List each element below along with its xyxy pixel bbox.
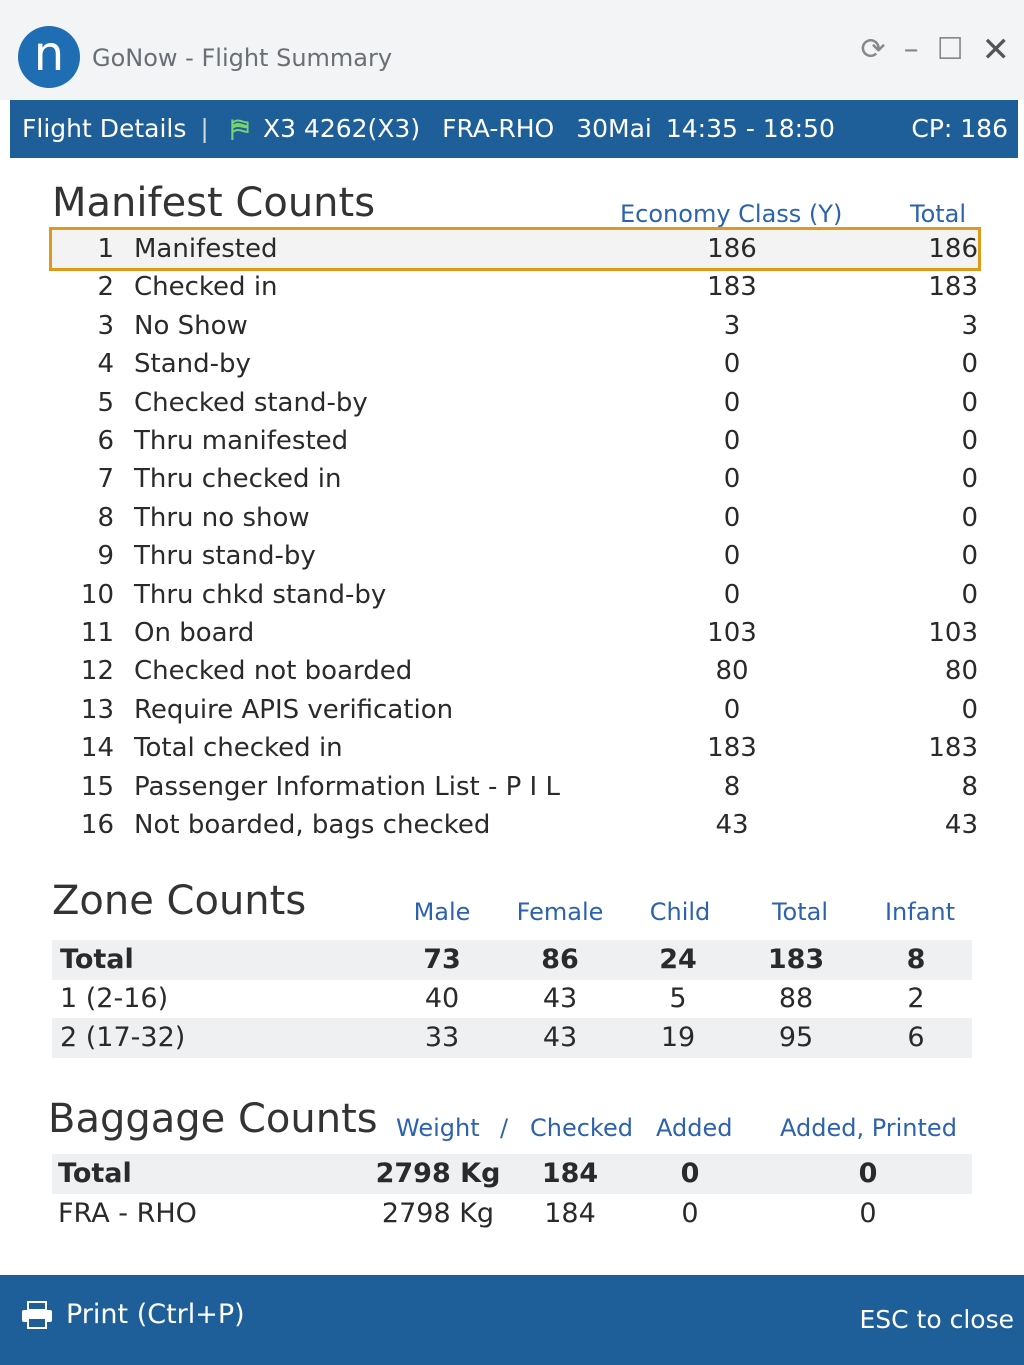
total-value: 0 xyxy=(961,502,978,533)
row-label: Thru no show xyxy=(134,502,310,533)
row-number: 1 xyxy=(97,234,114,264)
row-number: 3 xyxy=(97,310,114,341)
manifest-row[interactable] xyxy=(52,691,978,729)
row-label: Manifested xyxy=(134,234,278,264)
total-value: 0 xyxy=(961,426,978,456)
baggage-row[interactable] xyxy=(52,1154,972,1194)
economy-value: 0 xyxy=(723,387,741,418)
baggage-added-value: 0 xyxy=(680,1158,700,1189)
total-value: 43 xyxy=(944,810,978,840)
weight-header: Weight xyxy=(396,1114,480,1142)
zone-total-value: 88 xyxy=(778,983,814,1014)
economy-value: 80 xyxy=(715,656,749,687)
printer-icon xyxy=(20,1300,54,1330)
window-title: GoNow - Flight Summary xyxy=(92,44,393,72)
manifest-row[interactable] xyxy=(52,230,978,268)
row-label: No Show xyxy=(134,310,248,341)
economy-class-header: Economy Class (Y) xyxy=(620,200,843,228)
zone-total-value: 95 xyxy=(778,1022,814,1053)
row-number: 16 xyxy=(80,810,114,840)
row-number: 5 xyxy=(97,387,114,418)
total-value: 0 xyxy=(961,541,978,572)
zone-row[interactable] xyxy=(52,940,972,980)
maximize-button[interactable]: ☐ xyxy=(936,32,964,67)
economy-value: 0 xyxy=(723,502,741,533)
flight-date: 30Mai xyxy=(576,114,652,143)
checked-header: Checked xyxy=(530,1114,633,1142)
close-button[interactable]: ✕ xyxy=(981,30,1010,70)
zone-header-female: Female xyxy=(516,898,604,926)
baggage-added-value: 0 xyxy=(681,1198,699,1229)
baggage-printed-value: 0 xyxy=(858,1158,878,1189)
total-value: 103 xyxy=(928,618,978,648)
total-value: 8 xyxy=(961,771,978,802)
zone-child-value: 5 xyxy=(669,983,687,1014)
row-label: Passenger Information List - P I L xyxy=(134,771,560,802)
manifest-row[interactable] xyxy=(52,729,978,767)
row-number: 10 xyxy=(80,579,114,610)
total-value: 0 xyxy=(961,694,978,725)
zone-child-value: 19 xyxy=(660,1022,696,1053)
row-number: 14 xyxy=(80,733,114,764)
row-number: 12 xyxy=(80,656,114,687)
economy-value: 0 xyxy=(723,579,741,610)
flight-status-icon: ⛿ xyxy=(230,114,249,143)
total-value: 186 xyxy=(928,234,978,264)
header-slash: / xyxy=(500,1114,509,1142)
row-label: Checked stand-by xyxy=(134,387,368,418)
row-label: Thru chkd stand-by xyxy=(134,579,387,610)
baggage-row[interactable] xyxy=(52,1194,972,1234)
capacity: CP: 186 xyxy=(911,114,1008,143)
baggage-checked-value: 184 xyxy=(544,1198,596,1229)
print-label: Print (Ctrl+P) xyxy=(66,1299,245,1330)
zone-header-total: Total xyxy=(771,898,829,926)
esc-hint: ESC to close xyxy=(859,1305,1014,1334)
total-value: 183 xyxy=(928,272,978,303)
total-value: 3 xyxy=(961,310,978,341)
economy-value: 103 xyxy=(707,618,757,648)
flight-number: X3 4262(X3) xyxy=(262,114,421,143)
economy-value: 186 xyxy=(707,234,757,264)
row-label: Total checked in xyxy=(134,733,343,764)
manifest-row[interactable] xyxy=(52,345,978,383)
economy-value: 0 xyxy=(723,464,741,495)
baggage-label: FRA - RHO xyxy=(58,1198,197,1229)
total-value: 0 xyxy=(961,349,978,380)
row-number: 8 xyxy=(97,502,114,533)
separator: | xyxy=(200,114,209,143)
baggage-weight-value: 2798 Kg xyxy=(375,1158,501,1189)
zone-infant-value: 2 xyxy=(907,983,925,1014)
economy-value: 0 xyxy=(723,349,741,380)
row-label: Checked in xyxy=(134,272,278,303)
flight-info-bar xyxy=(10,100,1018,158)
row-label: Thru checked in xyxy=(134,464,342,495)
manifest-row[interactable] xyxy=(52,384,978,422)
zone-total-value: 183 xyxy=(767,944,825,975)
zone-label: 2 (17-32) xyxy=(60,1022,186,1053)
print-button[interactable] xyxy=(20,1299,245,1330)
zone-female-value: 43 xyxy=(542,983,578,1014)
economy-value: 0 xyxy=(723,541,741,572)
manifest-row[interactable] xyxy=(52,576,978,614)
economy-value: 8 xyxy=(723,771,741,802)
row-number: 7 xyxy=(97,464,114,495)
total-header: Total xyxy=(910,200,967,228)
manifest-row[interactable] xyxy=(52,460,978,498)
row-label: Require APIS verification xyxy=(134,694,454,725)
manifest-row[interactable] xyxy=(52,499,978,537)
manifest-row[interactable] xyxy=(52,768,978,806)
economy-value: 43 xyxy=(715,810,749,840)
manifest-row[interactable] xyxy=(52,268,978,306)
zone-male-value: 73 xyxy=(423,944,461,975)
zone-infant-value: 6 xyxy=(907,1022,925,1053)
zone-male-value: 33 xyxy=(424,1022,460,1053)
total-value: 0 xyxy=(961,579,978,610)
manifest-row[interactable] xyxy=(52,307,978,345)
economy-value: 0 xyxy=(723,426,741,456)
row-number: 11 xyxy=(80,618,114,648)
app-logo-icon: n xyxy=(18,26,80,88)
total-value: 0 xyxy=(961,464,978,495)
row-label: Thru manifested xyxy=(134,426,349,456)
zone-section-title: Zone Counts xyxy=(52,878,307,924)
flight-time: 14:35 - 18:50 xyxy=(665,114,835,143)
manifest-row[interactable] xyxy=(52,614,978,652)
refresh-icon[interactable]: ⟳ xyxy=(860,32,886,67)
zone-row[interactable] xyxy=(52,979,972,1019)
zone-male-value: 40 xyxy=(424,983,460,1014)
zone-infant-value: 8 xyxy=(906,944,926,975)
row-number: 6 xyxy=(97,426,114,456)
baggage-printed-value: 0 xyxy=(859,1198,877,1229)
economy-value: 0 xyxy=(723,694,741,725)
flight-route: FRA-RHO xyxy=(442,114,555,143)
row-number: 15 xyxy=(80,771,114,802)
row-label: Checked not boarded xyxy=(134,656,413,687)
manifest-row[interactable] xyxy=(52,652,978,690)
row-number: 4 xyxy=(97,349,114,380)
economy-value: 3 xyxy=(723,310,741,341)
manifest-row[interactable] xyxy=(52,537,978,575)
zone-label: Total xyxy=(60,944,134,975)
added-printed-header: Added, Printed xyxy=(780,1114,957,1142)
zone-row[interactable] xyxy=(52,1018,972,1058)
manifest-row[interactable] xyxy=(52,806,978,844)
row-label: Thru stand-by xyxy=(134,541,316,572)
baggage-weight-value: 2798 Kg xyxy=(381,1198,495,1229)
zone-female-value: 43 xyxy=(542,1022,578,1053)
manifest-section-title: Manifest Counts xyxy=(52,180,376,226)
row-number: 2 xyxy=(97,272,114,303)
zone-label: 1 (2-16) xyxy=(60,983,169,1014)
row-number: 13 xyxy=(80,694,114,725)
total-value: 183 xyxy=(928,733,978,764)
zone-child-value: 24 xyxy=(659,944,697,975)
flight-details-label: Flight Details xyxy=(22,114,187,143)
total-value: 0 xyxy=(961,387,978,418)
row-number: 9 xyxy=(97,541,114,572)
window-controls xyxy=(860,30,1010,70)
total-value: 80 xyxy=(944,656,978,687)
baggage-label: Total xyxy=(58,1158,132,1189)
minimize-button[interactable]: – xyxy=(903,32,919,67)
zone-female-value: 86 xyxy=(541,944,579,975)
baggage-section-title: Baggage Counts xyxy=(48,1096,378,1142)
footer-bar xyxy=(0,1275,1024,1365)
row-label: Not boarded, bags checked xyxy=(134,810,491,840)
economy-value: 183 xyxy=(707,272,757,303)
added-header: Added xyxy=(656,1114,733,1142)
row-label: Stand-by xyxy=(134,349,251,380)
zone-header-child: Child xyxy=(649,898,711,926)
manifest-row[interactable] xyxy=(52,422,978,460)
zone-header-male: Male xyxy=(413,898,471,926)
economy-value: 183 xyxy=(707,733,757,764)
baggage-checked-value: 184 xyxy=(541,1158,599,1189)
row-label: On board xyxy=(134,618,255,648)
zone-header-infant: Infant xyxy=(884,898,956,926)
window-titlebar xyxy=(0,0,1024,100)
